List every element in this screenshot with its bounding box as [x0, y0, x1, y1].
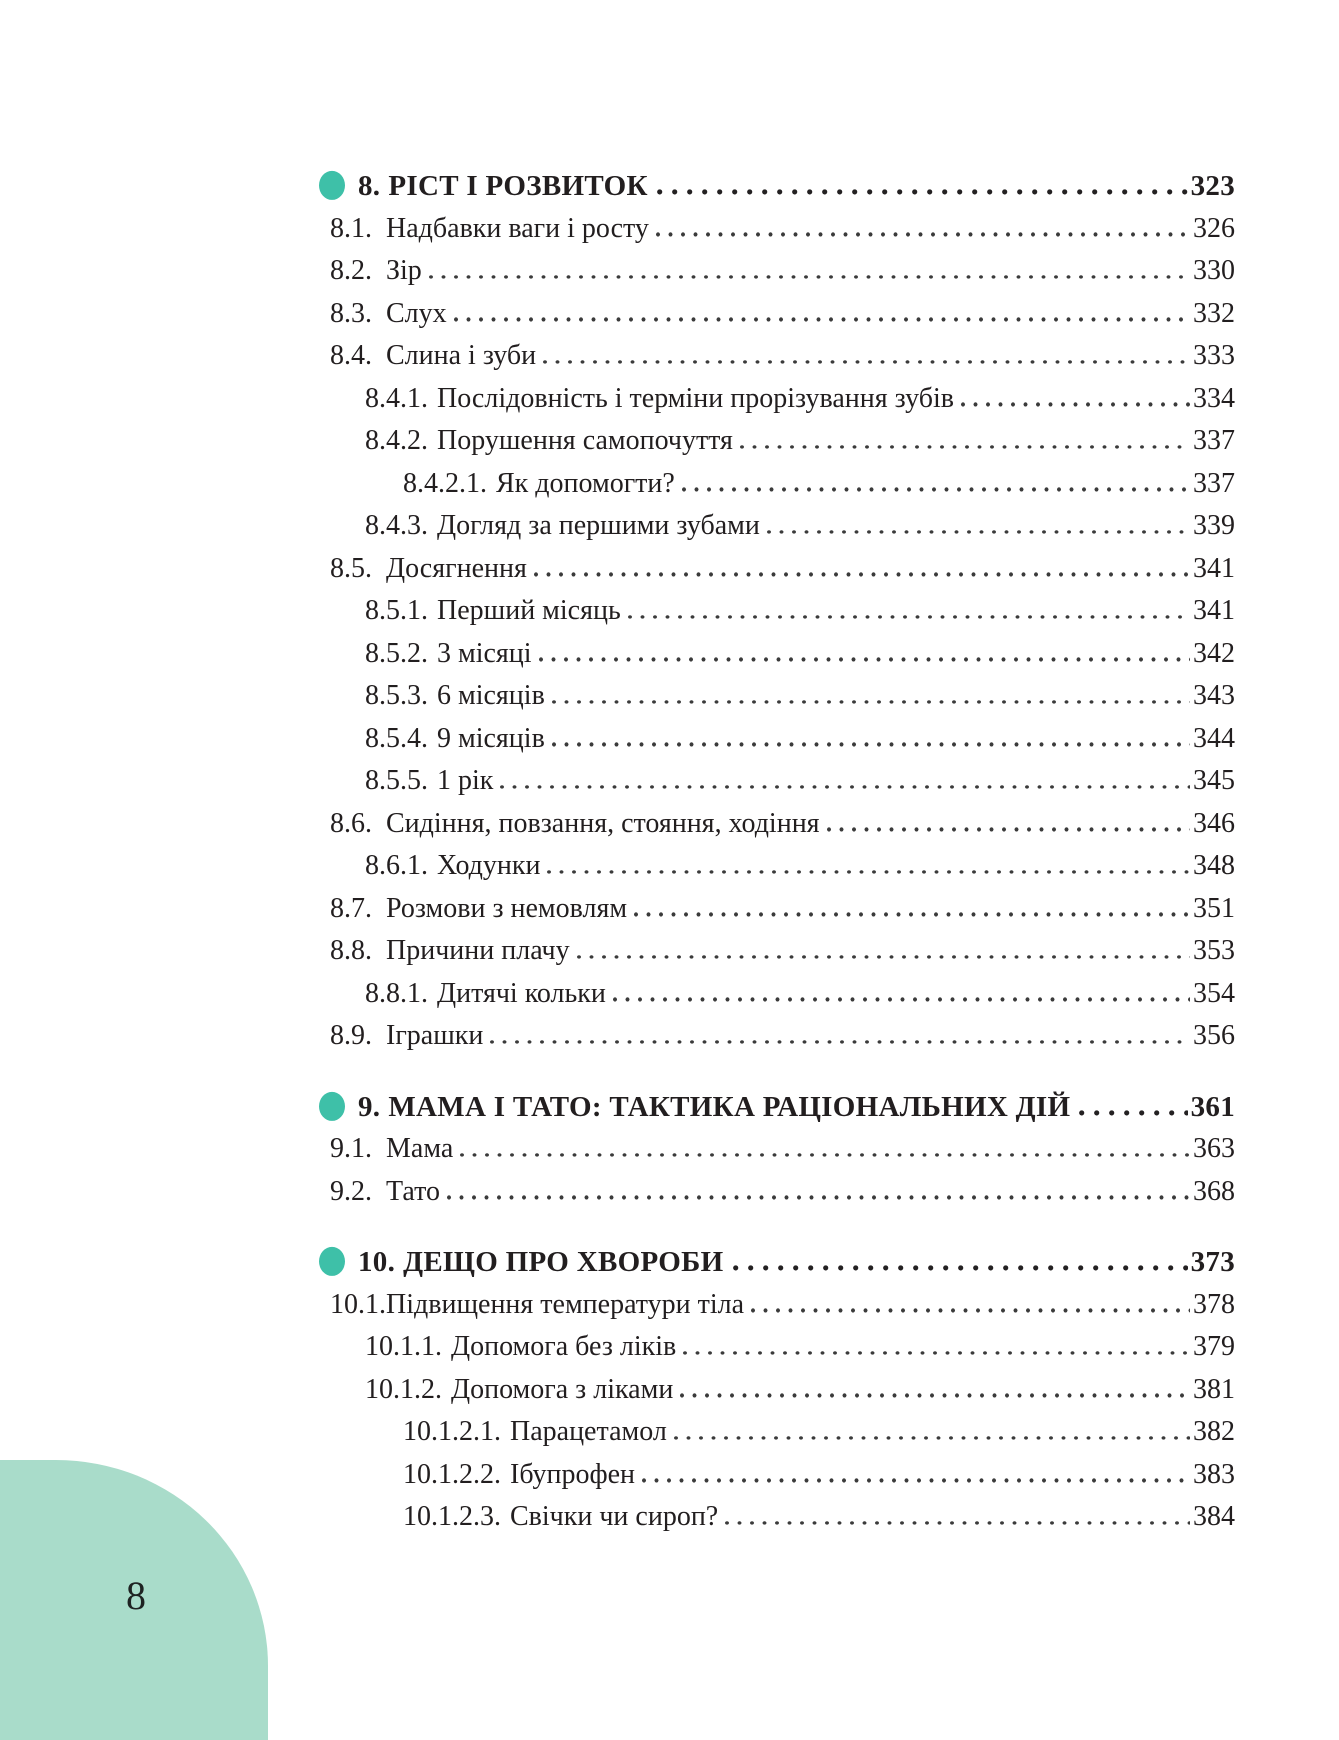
toc-section: [318, 1241, 1235, 1539]
toc-entry: [318, 1369, 1235, 1412]
chapter-title: ДЕЩО ПРО ХВОРОБИ: [403, 1246, 724, 1278]
entry-number: 8.5.4.: [365, 722, 428, 754]
dot-leader: [656, 232, 1190, 237]
toc-entry: [318, 420, 1235, 463]
entry-number: 8.5.5.: [365, 765, 428, 796]
entry-title: Порушення самопочуття: [437, 425, 733, 456]
chapter-heading-row: [318, 1086, 1235, 1129]
entry-number: 8.6.: [330, 807, 372, 839]
entry-page-number: 378: [1193, 1288, 1235, 1320]
entry-number: 10.1.1.: [365, 1331, 442, 1362]
entry-title: Причини плачу: [386, 935, 570, 966]
entry-number: 8.4.1.: [365, 382, 428, 414]
toc-entry: [318, 633, 1235, 676]
entry-title: Допомога без ліків: [451, 1331, 677, 1362]
entry-page-number: 384: [1193, 1501, 1235, 1532]
toc-entry: [318, 1454, 1235, 1497]
entry-page-number: 345: [1193, 765, 1235, 796]
dot-leader: [628, 615, 1190, 620]
entry-number: 10.1.2.3.: [403, 1501, 501, 1532]
entry-title: Розмови з немовлям: [386, 892, 628, 924]
toc-entry: [318, 548, 1235, 591]
dot-leader: [1079, 1110, 1187, 1116]
toc-section: [318, 1086, 1235, 1214]
entry-number: 8.4.3.: [365, 510, 428, 541]
entry-page-number: 383: [1193, 1458, 1235, 1490]
dot-leader: [634, 912, 1190, 917]
entry-page-number: 348: [1193, 850, 1235, 881]
dot-leader: [552, 700, 1190, 705]
toc-entry: [318, 1171, 1235, 1214]
entry-number: 8.7.: [330, 892, 372, 924]
entry-page-number: 330: [1193, 255, 1235, 286]
entry-number: 8.6.1.: [365, 850, 428, 881]
chapter-number: 8.: [358, 170, 381, 202]
dot-leader: [740, 445, 1190, 450]
toc-entry: [318, 888, 1235, 931]
toc-entry: [318, 463, 1235, 506]
entry-page-number: 326: [1193, 212, 1235, 244]
toc-entry: [318, 718, 1235, 761]
dot-leader: [552, 742, 1190, 747]
toc-entry: [318, 1015, 1235, 1058]
chapter-number: 9.: [358, 1090, 381, 1123]
toc-entry: [318, 335, 1235, 378]
entry-page-number: 381: [1193, 1373, 1235, 1405]
dot-leader: [429, 275, 1190, 280]
entry-number: 8.4.2.1.: [403, 467, 487, 499]
chapter-bullet-icon: [319, 1247, 345, 1276]
dot-leader: [682, 487, 1190, 492]
entry-page-number: 351: [1193, 892, 1235, 924]
entry-page-number: 334: [1193, 382, 1235, 414]
entry-page-number: 337: [1193, 425, 1235, 456]
dot-leader: [454, 317, 1190, 322]
chapter-label: [358, 165, 648, 208]
dot-leader: [447, 1195, 1190, 1200]
chapter-page-number: 361: [1190, 1090, 1235, 1123]
entry-number: 8.5.: [330, 552, 372, 584]
entry-title: Надбавки ваги і росту: [386, 212, 649, 244]
entry-title: Свічки чи сироп?: [510, 1501, 719, 1532]
dot-leader: [680, 1393, 1190, 1398]
toc-entry: [318, 845, 1235, 888]
toc-entry: [318, 208, 1235, 251]
entry-title: Іграшки: [386, 1020, 484, 1051]
entry-title: 9 місяців: [437, 722, 545, 754]
entry-page-number: 353: [1193, 935, 1235, 966]
chapter-bullet-icon: [319, 1092, 345, 1121]
dot-leader: [751, 1308, 1190, 1313]
entry-title: Мама: [386, 1133, 454, 1164]
entry-title: Підвищення температури тіла: [386, 1288, 745, 1320]
entry-title: Тато: [386, 1175, 440, 1207]
entry-page-number: 343: [1193, 680, 1235, 711]
toc-entry: [318, 505, 1235, 548]
dot-leader: [961, 402, 1190, 407]
entry-page-number: 337: [1193, 467, 1235, 499]
chapter-heading-row: [318, 165, 1235, 208]
chapter-heading-row: [318, 1241, 1235, 1284]
entry-page-number: 363: [1193, 1133, 1235, 1164]
toc-entry: [318, 250, 1235, 293]
toc-entry: [318, 1326, 1235, 1369]
toc-entry: [318, 293, 1235, 336]
entry-number: 8.2.: [330, 255, 372, 286]
entry-number: 8.5.2.: [365, 637, 428, 669]
entry-number: 8.4.2.: [365, 425, 428, 456]
entry-title: Слух: [386, 297, 447, 329]
entry-title: 3 місяці: [437, 637, 532, 669]
dot-leader: [539, 657, 1190, 662]
entry-number: 8.9.: [330, 1020, 372, 1051]
chapter-label: [358, 1241, 724, 1284]
chapter-label: [358, 1086, 1070, 1129]
entry-title: 1 рік: [437, 765, 494, 796]
dot-leader: [577, 955, 1190, 960]
entry-title: 6 місяців: [437, 680, 545, 711]
toc-entry: [318, 973, 1235, 1016]
toc-entry: [318, 1496, 1235, 1539]
entry-page-number: 368: [1193, 1175, 1235, 1207]
entry-page-number: 354: [1193, 977, 1235, 1009]
chapter-title: РІСТ І РОЗВИТОК: [388, 170, 648, 202]
dot-leader: [657, 189, 1188, 195]
entry-page-number: 346: [1193, 807, 1235, 839]
entry-title: Сидіння, повзання, стояння, ходіння: [386, 807, 820, 839]
toc: [318, 165, 1235, 1539]
dot-leader: [683, 1351, 1190, 1356]
entry-number: 8.4.: [330, 340, 372, 371]
dot-leader: [767, 530, 1190, 535]
dot-leader: [490, 1040, 1190, 1045]
entry-title: Зір: [386, 255, 422, 286]
toc-entry: [318, 590, 1235, 633]
toc-entry: [318, 760, 1235, 803]
page-number-folio: 8: [126, 1573, 146, 1618]
toc-entry: [318, 1284, 1235, 1327]
toc-entry: [318, 803, 1235, 846]
entry-number: 8.8.: [330, 935, 372, 966]
entry-page-number: 333: [1193, 340, 1235, 371]
entry-number: 8.5.3.: [365, 680, 428, 711]
entry-page-number: 342: [1193, 637, 1235, 669]
entry-title: Ібупрофен: [510, 1458, 636, 1490]
entry-number: 10.1.2.: [365, 1373, 442, 1405]
dot-leader: [613, 997, 1190, 1002]
dot-leader: [733, 1265, 1188, 1271]
entry-page-number: 341: [1193, 595, 1235, 626]
entry-page-number: 341: [1193, 552, 1235, 584]
dot-leader: [725, 1521, 1190, 1526]
entry-title: Послідовність і терміни прорізування зубів: [437, 382, 954, 414]
entry-title: Як допомогти?: [496, 467, 675, 499]
chapter-title: МАМА І ТАТО: ТАКТИКА РАЦІОНАЛЬНИХ ДІЙ: [388, 1090, 1071, 1123]
chapter-number: 10.: [358, 1246, 396, 1278]
entry-number: 10.1.2.1.: [403, 1416, 501, 1447]
entry-number: 8.1.: [330, 212, 372, 244]
entry-number: 8.3.: [330, 297, 372, 329]
entry-number: 10.1.2.2.: [403, 1458, 501, 1490]
entry-title: Перший місяць: [437, 595, 621, 626]
toc-entry: [318, 378, 1235, 421]
chapter-bullet-icon: [319, 171, 345, 200]
entry-number: 9.2.: [330, 1175, 372, 1207]
entry-title: Досягнення: [386, 552, 527, 584]
entry-title: Ходунки: [437, 850, 541, 881]
entry-page-number: 344: [1193, 722, 1235, 754]
dot-leader: [547, 870, 1190, 875]
dot-leader: [642, 1478, 1190, 1483]
toc-entry: [318, 1128, 1235, 1171]
entry-page-number: 379: [1193, 1331, 1235, 1362]
entry-page-number: 356: [1193, 1020, 1235, 1051]
toc-entry: [318, 675, 1235, 718]
entry-title: Допомога з ліками: [451, 1373, 674, 1405]
entry-title: Парацетамол: [510, 1416, 667, 1447]
dot-leader: [827, 827, 1190, 832]
dot-leader: [460, 1153, 1190, 1158]
dot-leader: [543, 360, 1190, 365]
dot-leader: [500, 785, 1190, 790]
toc-entry: [318, 930, 1235, 973]
entry-title: Слина і зуби: [386, 340, 537, 371]
dot-leader: [674, 1436, 1190, 1441]
chapter-page-number: 323: [1190, 170, 1235, 202]
entry-number: 9.1.: [330, 1133, 372, 1164]
entry-number: 10.1.: [330, 1288, 386, 1320]
entry-title: Догляд за першими зубами: [437, 510, 760, 541]
entry-page-number: 332: [1193, 297, 1235, 329]
entry-number: 8.5.1.: [365, 595, 428, 626]
chapter-page-number: 373: [1190, 1246, 1235, 1278]
entry-number: 8.8.1.: [365, 977, 428, 1009]
entry-title: Дитячі кольки: [437, 977, 606, 1009]
toc-section: [318, 165, 1235, 1058]
entry-page-number: 382: [1193, 1416, 1235, 1447]
toc-entry: [318, 1411, 1235, 1454]
dot-leader: [534, 572, 1190, 577]
entry-page-number: 339: [1193, 510, 1235, 541]
